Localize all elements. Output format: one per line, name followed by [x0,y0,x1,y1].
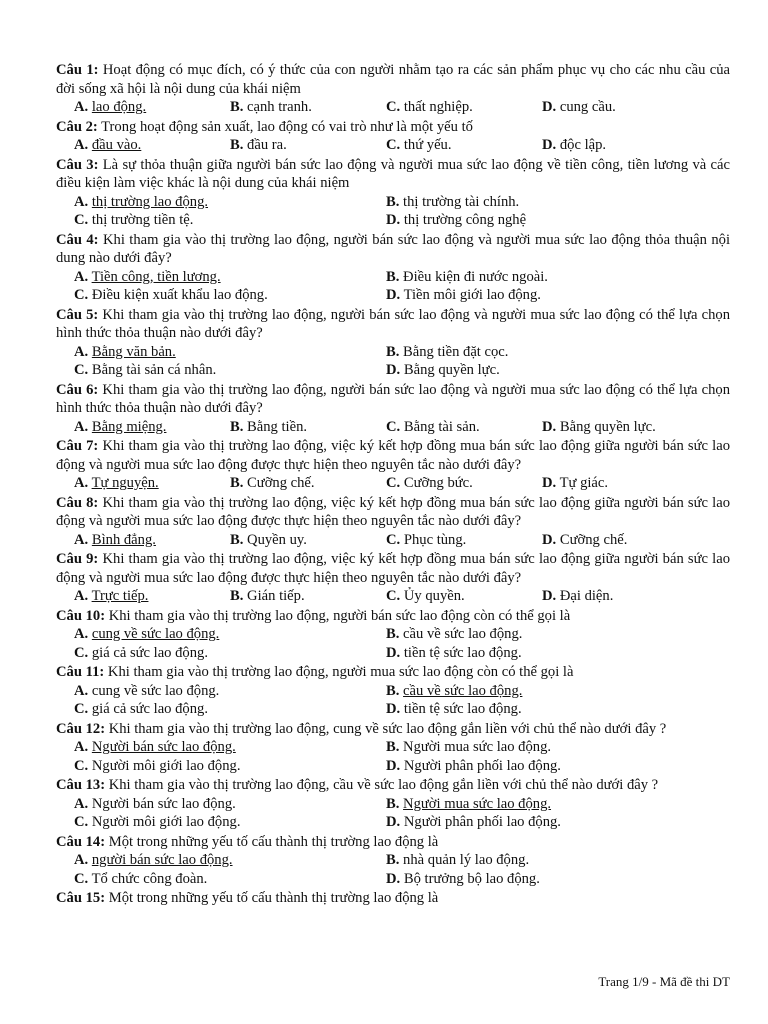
answer-options [56,268,730,305]
question-number: Câu 2: [56,118,98,135]
option-text: Bằng tài sản cá nhân. [91,362,217,378]
option-letter: C. [74,362,89,378]
option-letter: C. [74,212,89,228]
answer-option [74,136,230,155]
answer-option [74,587,230,606]
answer-options [56,418,730,437]
option-text: cạnh tranh. [247,99,312,115]
option-text: Bằng tiền. [247,418,308,435]
option-text: Cưỡng chế. [247,475,315,491]
option-letter: B. [230,99,244,115]
answer-option [74,193,386,212]
answer-option [230,136,386,155]
answer-option [74,474,230,493]
answer-option [74,851,386,870]
question [56,437,730,493]
question-text: Khi tham gia vào thị trường lao động, việc ký kết hợp đồng mua bán sức lao động giữa người bán sức lao động và người mua sức lao động được thực hiện theo nguyên tắc nào dưới đây? [56,551,731,586]
answer-option [386,136,542,155]
question [56,156,730,230]
question-number: Câu 6: [56,381,99,398]
option-text: Phục tùng. [403,531,467,548]
question [56,381,730,437]
option-letter: C. [74,757,89,774]
question-text: Khi tham gia vào thị trường lao động, người bán sức lao động còn có thể gọi là [108,607,571,624]
answer-option [74,795,386,814]
answer-option [386,795,698,814]
answer-option [74,211,386,230]
answer-options [56,193,730,230]
question [56,306,730,380]
answer-option [386,343,698,362]
answer-option [74,361,386,380]
question-text: Là sự thỏa thuận giữa người bán sức lao động và người mua sức lao động về tiền công, tiền lương và các điều kiện làm việc khác là nội dung của khái niệm [56,156,730,191]
question-number: Câu 7: [56,438,99,454]
question [56,118,730,155]
answer-option [386,211,698,230]
answer-option [230,418,386,437]
answer-options [56,738,730,775]
option-text: tiền tệ sức lao động. [403,644,522,661]
question-text: Khi tham gia vào thị trường lao động, người bán sức lao động và người mua sức lao động thỏa thuận nội dung nào dưới đây? [56,231,730,266]
option-letter: B. [386,268,400,285]
option-text-underlined: đầu vào. [91,137,142,153]
option-text-underlined: cung về sức lao động. [91,626,220,642]
question-text: Khi tham gia vào thị trường lao động, cầu về sức lao động gắn liền với chủ thể nào dưới đây ? [108,777,659,793]
option-text: Bằng quyền lực. [559,418,656,435]
answer-option [386,625,698,644]
option-letter: A. [74,475,89,491]
question-text: Một trong những yếu tố cấu thành thị trường lao động là [108,833,439,850]
option-letter: C. [386,588,401,604]
option-text: thứ yếu. [403,137,452,153]
answer-options [56,851,730,888]
question-number: Câu 13: [56,777,106,793]
question [56,607,730,663]
answer-option [74,531,230,550]
option-letter: C. [74,814,89,830]
option-text: nhà quản lý lao động. [403,852,530,868]
answer-option [230,474,386,493]
option-letter: D. [386,814,401,830]
option-letter: B. [386,852,400,868]
option-letter: D. [542,475,557,491]
option-letter: A. [74,268,89,285]
option-text: cung về sức lao động. [91,682,220,699]
answer-option [386,813,698,832]
answer-options [56,98,730,117]
option-text: Cưỡng chế. [559,531,628,548]
option-letter: B. [386,343,400,360]
option-text: Ủy quyền. [403,588,465,604]
answer-option [74,268,386,287]
option-letter: A. [74,682,89,699]
option-text-underlined: thị trường lao động. [91,193,209,210]
option-text: Người môi giới lao động. [91,814,241,830]
answer-option [74,813,386,832]
question-stem [56,663,730,682]
question [56,720,730,776]
option-text-underlined: Bằng văn bản. [91,343,176,360]
option-letter: B. [386,193,400,210]
option-text: cầu về sức lao động. [403,626,523,642]
answer-option [386,587,542,606]
question-stem [56,776,730,795]
answer-option [74,757,386,776]
question-text: Khi tham gia vào thị trường lao động, cung về sức lao động gắn liền với chủ thể nào dưới đây ? [108,720,667,737]
question-number: Câu 15: [56,890,106,906]
question [56,889,730,908]
option-letter: C. [386,475,401,491]
answer-option [386,700,698,719]
option-text-underlined: Bình đẳng. [91,531,156,548]
answer-options [56,795,730,832]
question-stem [56,61,730,98]
option-letter: A. [74,137,89,153]
answer-option [74,343,386,362]
option-letter: D. [386,362,401,378]
question-number: Câu 12: [56,720,106,737]
option-text-underlined: cầu về sức lao động. [403,682,523,699]
option-text: Điều kiện đi nước ngoài. [403,268,548,285]
answer-option [542,98,702,117]
option-text: Người phân phối lao động. [403,757,561,774]
option-letter: D. [386,870,401,887]
option-letter: A. [74,99,89,115]
answer-option [74,286,386,305]
option-letter: A. [74,193,89,210]
option-letter: D. [386,212,401,228]
question-text: Một trong những yếu tố cấu thành thị trường lao động là [108,890,439,906]
answer-option [542,136,702,155]
option-text: thị trường tiền tệ. [91,212,194,228]
answer-option [542,531,702,550]
question-number: Câu 11: [56,664,105,680]
option-letter: D. [542,418,557,435]
answer-option [386,286,698,305]
question-number: Câu 8: [56,494,99,511]
option-letter: B. [386,682,400,699]
answer-option [74,870,386,889]
option-text: Bằng quyền lực. [403,362,500,378]
option-letter: B. [230,137,244,153]
question-number: Câu 14: [56,833,106,850]
option-letter: B. [386,739,400,755]
answer-option [386,870,698,889]
answer-options [56,682,730,719]
answer-option [386,361,698,380]
option-text: thất nghiệp. [403,99,473,115]
option-letter: D. [386,287,401,303]
option-letter: B. [230,475,244,491]
option-letter: D. [542,588,557,604]
answer-option [542,474,702,493]
option-text: Bằng tiền đặt cọc. [403,343,509,360]
option-text: Người bán sức lao động. [91,795,236,812]
answer-options [56,136,730,155]
option-text: Bằng tài sản. [403,418,480,435]
question-stem [56,494,730,531]
option-text: Người mua sức lao động. [403,739,552,755]
answer-options [56,625,730,662]
answer-option [542,587,702,606]
question-stem [56,437,730,474]
option-text: Cưỡng bức. [403,475,473,491]
question-stem [56,231,730,268]
option-text: Gián tiếp. [247,588,305,604]
answer-option [74,625,386,644]
option-letter: B. [230,531,244,548]
answer-option [74,644,386,663]
option-text-underlined: lao động. [91,99,147,115]
answer-option [74,682,386,701]
question-text: Hoạt động có mục đích, có ý thức của con người nhằm tạo ra các sản phẩm phục vụ cho các nhu cầu của đời sống xã hội là nội dung của khái niệm [56,62,731,97]
answer-options [56,343,730,380]
option-text: Quyền uy. [247,531,307,548]
option-text: Đại diện. [559,588,614,604]
question-stem [56,156,730,193]
answer-option [386,474,542,493]
question-number: Câu 5: [56,306,99,323]
option-text: cung cầu. [559,99,616,115]
answer-option [386,193,698,212]
option-text-underlined: Người mua sức lao động. [403,795,552,812]
answer-option [386,98,542,117]
answer-option [386,851,698,870]
option-letter: B. [386,795,400,812]
option-text: tiền tệ sức lao động. [403,701,522,717]
option-letter: B. [230,418,244,435]
question-number: Câu 10: [56,607,106,624]
question-stem [56,889,730,908]
option-text: Bộ trưởng bộ lao động. [403,870,540,887]
option-text-underlined: Bằng miệng. [91,418,167,435]
answer-options [56,474,730,493]
option-letter: C. [74,701,89,717]
option-text-underlined: Người bán sức lao động. [91,739,236,755]
question [56,494,730,550]
option-text: Người môi giới lao động. [91,757,241,774]
option-letter: D. [542,137,557,153]
exam-page [56,61,730,909]
option-letter: C. [386,137,401,153]
option-letter: C. [74,644,89,661]
option-letter: C. [74,870,89,887]
option-text: đầu ra. [247,137,287,153]
option-text: giá cả sức lao động. [91,644,208,661]
question-text: Khi tham gia vào thị trường lao động, người bán sức lao động và người mua sức lao động có thể lựa chọn hình thức thỏa thuận nào dưới đây? [56,381,730,416]
answer-option [386,682,698,701]
question-number: Câu 4: [56,231,99,248]
question [56,61,730,117]
question-text: Trong hoạt động sản xuất, lao động có vai trò như là một yếu tố [101,118,473,135]
option-letter: D. [386,644,401,661]
answer-option [386,418,542,437]
answer-option [386,757,698,776]
option-text: thị trường tài chính. [403,193,520,210]
page-footer: Trang 1/9 - Mã đề thi DT [598,974,730,989]
question-stem [56,720,730,739]
option-letter: A. [74,852,89,868]
question-text: Khi tham gia vào thị trường lao động, việc ký kết hợp đồng mua bán sức lao động giữa người bán sức lao động và người mua sức lao động được thực hiện theo nguyên tắc nào dưới đây? [56,438,731,473]
question [56,663,730,719]
option-text-underlined: Tiền công, tiền lương. [91,268,221,285]
answer-option [386,531,542,550]
option-letter: D. [386,701,401,717]
option-text: Tổ chức công đoàn. [91,870,208,887]
question-number: Câu 9: [56,551,99,567]
option-letter: D. [542,99,557,115]
option-letter: A. [74,343,89,360]
option-text: Điều kiện xuất khẩu lao động. [91,287,268,303]
option-text: độc lập. [559,137,607,153]
question [56,776,730,832]
option-letter: A. [74,795,89,812]
question-stem [56,607,730,626]
option-text: Người phân phối lao động. [403,814,561,830]
question-stem [56,550,730,587]
option-letter: C. [386,418,401,435]
question [56,550,730,606]
option-letter: C. [386,531,401,548]
answer-option [74,738,386,757]
answer-option [542,418,702,437]
option-text-underlined: người bán sức lao động. [91,852,233,868]
answer-option [230,98,386,117]
option-letter: B. [386,626,400,642]
question-text: Khi tham gia vào thị trường lao động, người mua sức lao động còn có thể gọi là [107,664,574,680]
option-letter: A. [74,531,89,548]
option-text-underlined: Trực tiếp. [91,588,149,604]
option-text-underlined: Tự nguyện. [91,475,159,491]
answer-option [386,644,698,663]
option-text: Tiền môi giới lao động. [403,287,541,303]
question-stem [56,306,730,343]
answer-option [74,700,386,719]
option-letter: D. [386,757,401,774]
answer-option [74,418,230,437]
question [56,231,730,305]
answer-option [386,738,698,757]
option-text: thị trường công nghệ [403,212,527,228]
option-letter: B. [230,588,244,604]
answer-options [56,587,730,606]
answer-option [230,531,386,550]
question-stem [56,833,730,852]
option-letter: D. [542,531,557,548]
option-text: Tự giác. [559,475,609,491]
option-letter: A. [74,626,89,642]
question-text: Khi tham gia vào thị trường lao động, người bán sức lao động và người mua sức lao động có thể lựa chọn hình thức thỏa thuận nào dưới đây? [56,306,730,341]
question-number: Câu 1: [56,62,99,78]
question-stem [56,118,730,137]
option-letter: A. [74,588,89,604]
answer-option [386,268,698,287]
option-text: giá cả sức lao động. [91,701,208,717]
question-stem [56,381,730,418]
answer-option [74,98,230,117]
option-letter: C. [386,99,401,115]
option-letter: A. [74,739,89,755]
option-letter: C. [74,287,89,303]
question [56,833,730,889]
option-letter: A. [74,418,89,435]
answer-option [230,587,386,606]
question-number: Câu 3: [56,156,99,173]
answer-options [56,531,730,550]
question-text: Khi tham gia vào thị trường lao động, việc ký kết hợp đồng mua bán sức lao động giữa người bán sức lao động và người mua sức lao động được thực hiện theo nguyên tắc nào dưới đây? [56,494,731,529]
